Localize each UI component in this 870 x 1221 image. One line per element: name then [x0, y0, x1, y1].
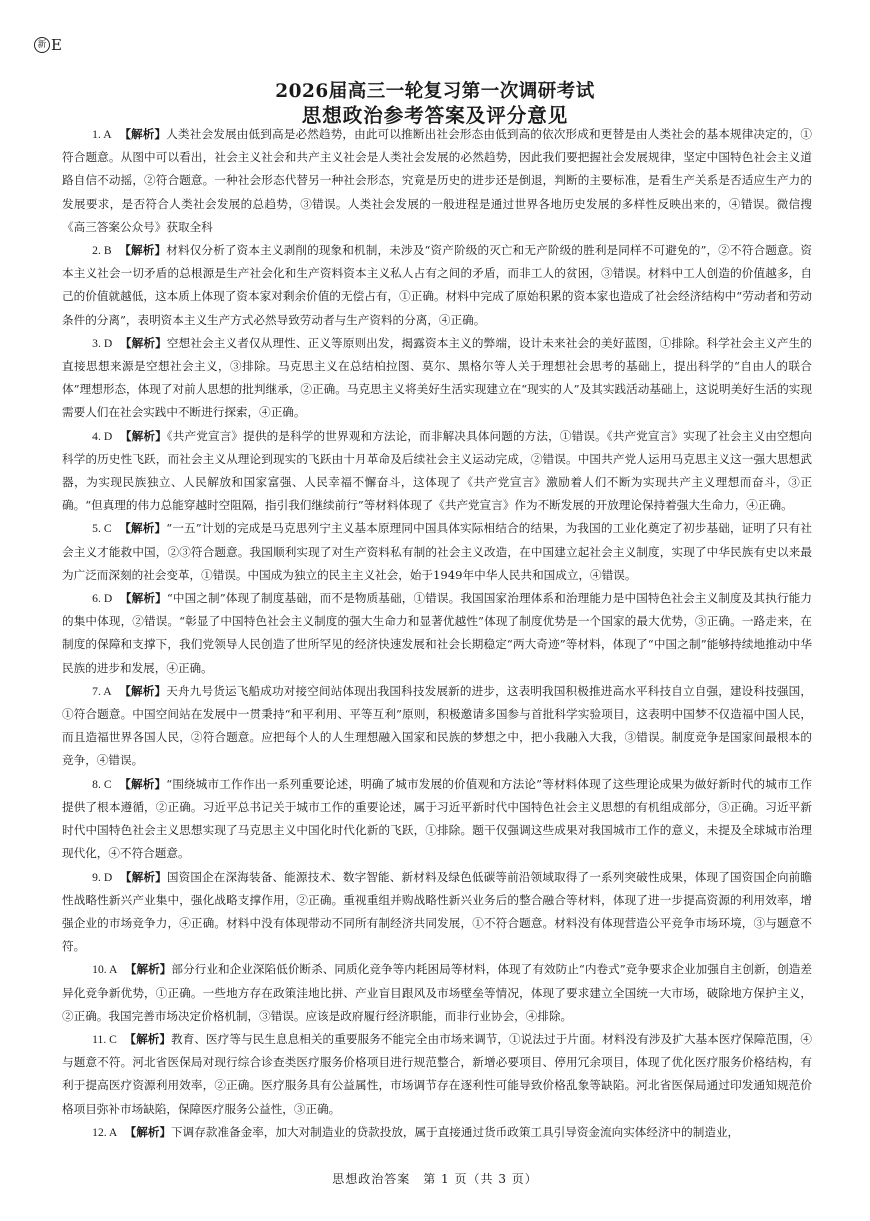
- answer-number: 1. A: [92, 128, 112, 141]
- corner-mark: [34, 36, 62, 54]
- analysis-tag: 【解析】: [124, 962, 172, 977]
- answer-number: 10. A: [92, 963, 118, 977]
- analysis-tag: 【解析】: [119, 335, 167, 350]
- answer-number: 7. A: [92, 684, 112, 698]
- analysis-tag: 【解析】: [119, 243, 167, 258]
- answer-item: [62, 587, 812, 680]
- answer-text: 天舟九号货运飞船成功对接空间站体现出我国科技发展新的进步，这表明我国积极推进高水平科技自立自强，建设科技强国，①符合题意。中国空间站在发展中一贯秉持“和平利用、平等互利”原则，积极邀请多国参与首批科学实验项目，这表明中国梦不仅造福中国人民，而且造福世界各国人民，②符合题意。应把每个人的人生理想融入国家和民族的梦想之中，把小我融入大我，③错误。制度竞争是国家间最根本的竞争，④错误。: [62, 683, 812, 768]
- circled-badge: 新: [34, 37, 50, 53]
- answer-text: 空想社会主义者仅从理性、正义等原则出发，揭露资本主义的弊端，设计未来社会的美好蓝图，①排除。科学社会主义产生的直接思想来源是空想社会主义，③排除。马克思主义在总结柏拉图、莫尔、黑格尔等人关于理想社会思考的基础上，提出科学的“自由人的联合体”理想形态，体现了对前人思想的批判继承，②正确。马克思主义将美好生活实现建立在“现实的人”及其实践活动基础上，这说明美好生活的实现需要人们在社会实践中不断进行探索，④正确。: [62, 335, 812, 420]
- answer-item: [62, 123, 812, 239]
- answer-number: 8. C: [92, 777, 112, 791]
- answer-text: 教育、医疗等与民生息息相关的重要服务不能完全由市场来调节，①说法过于片面。材料没有涉及扩大基本医疗保障范围，④与题意不符。河北省医保局对现行综合诊查类医疗服务价格项目进行规范整合，新增必要项目、停用冗余项目，体现了优化医疗服务价格结构，有利于提高医疗资源利用效率，②正确。医疗服务具有公益属性，市场调节存在逐利性可能导致价格乱象等缺陷。河北省医保局通过印发通知规范价格项目弥补市场缺陷，保障医疗服务公益性，③正确。: [62, 1031, 812, 1116]
- answer-text: 《共产党宣言》提供的是科学的世界观和方法论，而非解决具体问题的方法，①错误。《共产党宣言》实现了社会主义由空想向科学的历史性飞跃，而社会主义从理论到现实的飞跃由十月革命及后续社会主义运动完成，②错误。中国共产党人运用马克思主义这一强大思想武器，为实现民族独立、人民解放和国家富强、人民幸福不懈奋斗，这体现了《共产党宣言》激励着人们不断为实现共产主义理想而奋斗，③正确。“但真理的伟力总能穿越时空阻隔，指引我们继续前行”等材料体现了《共产党宣言》作为不断发展的开放理论保持着强大生命力，④正确。: [62, 428, 812, 513]
- answer-text: “中国之制”体现了制度基础，而不是物质基础，①错误。我国国家治理体系和治理能力是中国特色社会主义制度及其执行能力的集中体现，②错误。“彰显了中国特色社会主义制度的强大生命力和显著优越性”体现了制度优势是一个国家的最大优势，③正确。一路走来，在制度的保障和支撑下，我们党领导人民创造了世所罕见的经济快速发展和社会长期稳定“两大奇迹”等材料，体现了“中国之制”能够持续地推动中华民族的进步和发展，④正确。: [62, 591, 812, 675]
- analysis-tag: 【解析】: [124, 1124, 172, 1139]
- page-footer: 思想政治答案 第 1 页（共 3 页）: [332, 1172, 538, 1186]
- answer-text: “围绕城市工作作出一系列重要论述，明确了城市发展的价值观和方法论”等材料体现了这些理论成果为做好新时代的城市工作提供了根本遵循，②正确。习近平总书记关于城市工作的重要论述，属于习近平新时代中国特色社会主义思想的有机组成部分，③正确。习近平新时代中国特色社会主义思想实现了马克思主义中国化时代化新的飞跃，①排除。题干仅强调这些成果对我国城市工作的意义，未提及全球城市治理现代化，④不符合题意。: [62, 776, 813, 861]
- answer-number: 3. D: [92, 336, 113, 350]
- answer-text: 国资国企在深海装备、能源技术、数字智能、新材料及绿色低碳等前沿领域取得了一系列突破性成果，体现了国资国企向前瞻性战略性新兴产业集中，强化战略支撑作用，②正确。重视重组并购战略性新兴业务后的整合融合等材料，体现了进一步提高资源的利用效率，增强企业的市场竞争力，④正确。材料中没有体现带动不同所有制经济共同发展，①不符合题意。材料没有体现营造公平竞争市场环境，③与题意不符。: [62, 869, 812, 954]
- analysis-tag: 【解析】: [119, 869, 167, 884]
- analysis-tag: 【解析】: [119, 428, 167, 443]
- answer-number: 9. D: [92, 870, 113, 884]
- answer-item: [62, 239, 812, 332]
- corner-letter: E: [51, 36, 62, 54]
- analysis-tag: 【解析】: [119, 591, 167, 606]
- answer-text: 材料仅分析了资本主义剥削的现象和机制，未涉及“资产阶级的灭亡和无产阶级的胜利是同样不可避免的”，②不符合题意。资本主义社会一切矛盾的总根源是生产社会化和生产资料资本主义私人占有之间的矛盾，而非工人的贫困，③错误。材料中工人创造的价值越多，自己的价值就越低，这本质上体现了资本家对剩余价值的无偿占有，①正确。材料中完成了原始积累的资本家也造成了社会经济结构中“劳动者和劳动条件的分离”，表明资本主义生产方式必然导致劳动者与生产资料的分离，④正确。: [62, 243, 813, 327]
- analysis-tag: 【解析】: [119, 683, 167, 698]
- answer-number: 6. D: [92, 592, 113, 606]
- answer-number: 2. B: [92, 244, 112, 258]
- answer-text: “一五”计划的完成是马克思列宁主义基本原理同中国具体实际相结合的结果，为我国的工业化奠定了初步基础，证明了只有社会主义才能救中国，②③符合题意。我国顺利实现了对生产资料私有制的社会主义改造，在中国建立起社会主义制度，实现了中华民族有史以来最为广泛而深刻的社会变革，①错误。中国成为独立的民主主义社会，始于1949年中华人民共和国成立，④错误。: [62, 521, 813, 582]
- exam-title: 2026届高三一轮复习第一次调研考试: [275, 81, 595, 102]
- answer-number: 11. C: [92, 1032, 117, 1046]
- answer-number: 4. D: [92, 429, 113, 443]
- analysis-tag: 【解析】: [119, 127, 167, 141]
- answer-item: [62, 866, 812, 959]
- answer-number: 5. C: [92, 522, 112, 536]
- answer-item: [62, 773, 812, 866]
- answer-text: 部分行业和企业深陷低价断杀、同质化竞争等内耗困局等材料，体现了有效防止“内卷式”竞争要求企业加强自主创新，创造差异化竞争新优势，①正确。一些地方存在政策洼地比拼、产业盲目跟风及市场壁垒等情况，体现了要求建立全国统一大市场，破除地方保护主义，②正确。我国完善市场决定价格机制，③错误。应该是政府履行经济职能，而非行业协会，④排除。: [62, 962, 813, 1023]
- answer-item: [62, 1121, 812, 1144]
- analysis-tag: 【解析】: [119, 776, 167, 791]
- document-subtitle: 思想政治参考答案及评分意见: [301, 104, 569, 127]
- answer-number: 12. A: [92, 1125, 118, 1139]
- answer-item: [62, 425, 812, 518]
- answer-text: 下调存款准备金率，加大对制造业的贷款投放，属于直接通过货币政策工具引导资金流向实体经济中的制造业，: [171, 1124, 740, 1139]
- analysis-tag: 【解析】: [124, 1031, 172, 1046]
- answer-item: [62, 680, 812, 773]
- analysis-tag: 【解析】: [119, 521, 167, 536]
- answer-item: [62, 517, 812, 587]
- answer-list: [62, 123, 812, 1144]
- answer-item: [62, 332, 812, 425]
- answer-item: [62, 958, 812, 1028]
- answer-item: [62, 1028, 812, 1121]
- answer-text: 人类社会发展由低到高是必然趋势，由此可以推断出社会形态由低到高的依次形成和更替是由人类社会的基本规律决定的，①符合题意。从图中可以看出，社会主义社会和共产主义社会是人类社会发展的必然趋势，因此我们要把握社会发展规律，坚定中国特色社会主义道路自信不动摇，②符合题意。一种社会形态代替另一种社会形态，究竟是历史的进步还是倒退，判断的主要标准，是看生产关系是否适应生产力的发展要求，是否符合人类社会发展的总趋势，③错误。人类社会发展的一般进程是通过世界各地历史发展的多样性反映出来的，④错误。微信搜《高三答案公众号》获取全科: [62, 127, 812, 234]
